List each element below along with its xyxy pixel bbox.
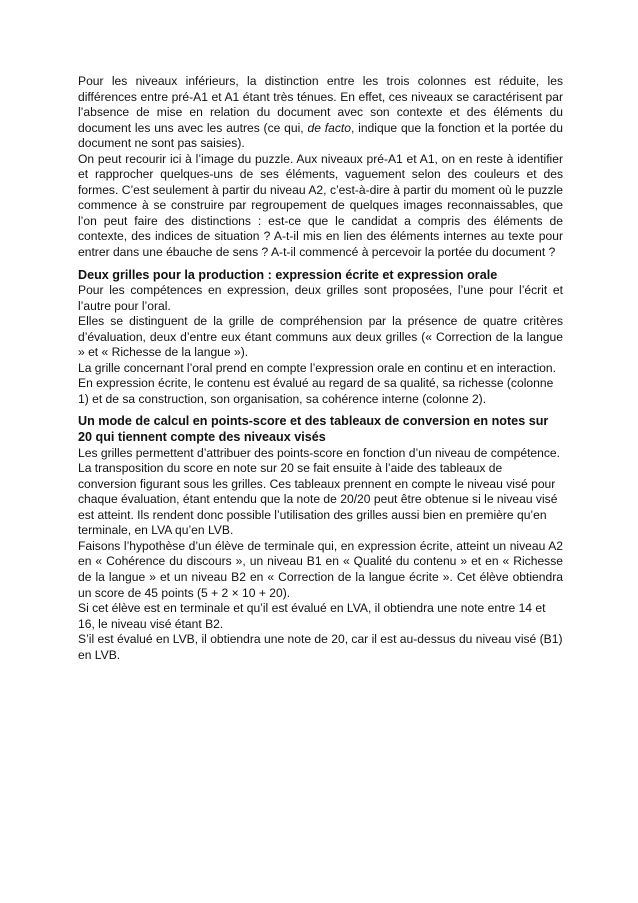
section-heading-calculation: Un mode de calcul en points-score et des tableaux de conversion en notes sur 20 qui tiennent compte des niveaux visés [78, 414, 549, 445]
paragraph-hypothesis: Faisons l’hypothèse d’un élève de terminale qui, en expression écrite, atteint un niveau A2 en « Cohérence du discours », un niveau B1 en « Qualité du contenu » et en « Richesse de la langue » et un niveau B2 en « Correction de la langue écrite ». Cet élève obtiendra un score de 45 points (5 + 2 × 10 + 20). [78, 538, 563, 600]
italic-term: de facto [307, 120, 351, 135]
document-page [78, 74, 563, 663]
paragraph-points-score: Les grilles permettent d’attribuer des points-score en fonction d’un niveau de compétence. La transposition du score en note sur 20 se fait ensuite à l’aide des tableaux de conversion figurant sous les grilles. Ces tableaux prennent en compte le niveau visé pour chaque évaluation, étant entendu que la note de 20/20 peut être obtenue si le niveau visé est atteint. Ils rendent donc possible l’utilisation des grilles aussi bien en première qu’en terminale, en LVA qu’en LVB. [78, 445, 561, 538]
paragraph-text: , indique que la fonction et la portée du document ne sont pas saisies). [78, 120, 564, 151]
paragraph-lower-levels [78, 74, 563, 152]
paragraph-text: Pour les niveaux inférieurs, la distinction entre les trois colonnes est réduite, les différences entre pré-A1 et A1 étant très ténues. En effet, ces niveaux se caractérisent par l’absence de mise en relation du document avec son contexte et des éléments du document les uns avec les autres (ce qui, [78, 74, 563, 135]
section-heading-production: Deux grilles pour la production : expression écrite et expression orale [78, 267, 498, 282]
paragraph-puzzle: On peut recourir ici à l’image du puzzle. Aux niveaux pré-A1 et A1, on en reste à identifier et rapprocher quelques-uns de ses éléments, vaguement selon des couleurs et des formes. C’est seulement à partir du niveau A2, c’est-à-dire à partir du moment où le puzzle commence à se construire par regroupement de quelques images reconnaissables, que l’on peut faire des distinctions : est-ce que le candidat a compris des éléments de contexte, des indices de situation ? A-t-il mis en lien des éléments internes au texte pour entrer dans une ébauche de sens ? A-t-il commencé à percevoir la portée du document ? [78, 151, 563, 260]
paragraph-lva: Si cet élève est en terminale et qu’il est évalué en LVA, il obtiendra une note entre 14 et 16, le niveau visé étant B2. [78, 601, 546, 631]
paragraph-criteria: Elles se distinguent de la grille de compréhension par la présence de quatre critères d’évaluation, deux d’entre eux étant communs aux deux grilles (« Correction de la langue » et « Richesse de la langue »). [78, 314, 563, 360]
paragraph-oral-grid: La grille concernant l’oral prend en compte l’expression orale en continu et en interaction. En expression écrite, le contenu est évalué au regard de sa qualité, sa richesse (colonne 1) et de sa construction, son organisation, sa cohérence interne (colonne 2). [78, 360, 556, 406]
paragraph-lvb: S’il est évalué en LVB, il obtiendra une note de 20, car il est au-dessus du niveau visé (B1) en LVB. [78, 632, 563, 662]
paragraph-expression-grids: Pour les compétences en expression, deux grilles sont proposées, l’une pour l’écrit et l’autre pour l’oral. [78, 283, 563, 313]
